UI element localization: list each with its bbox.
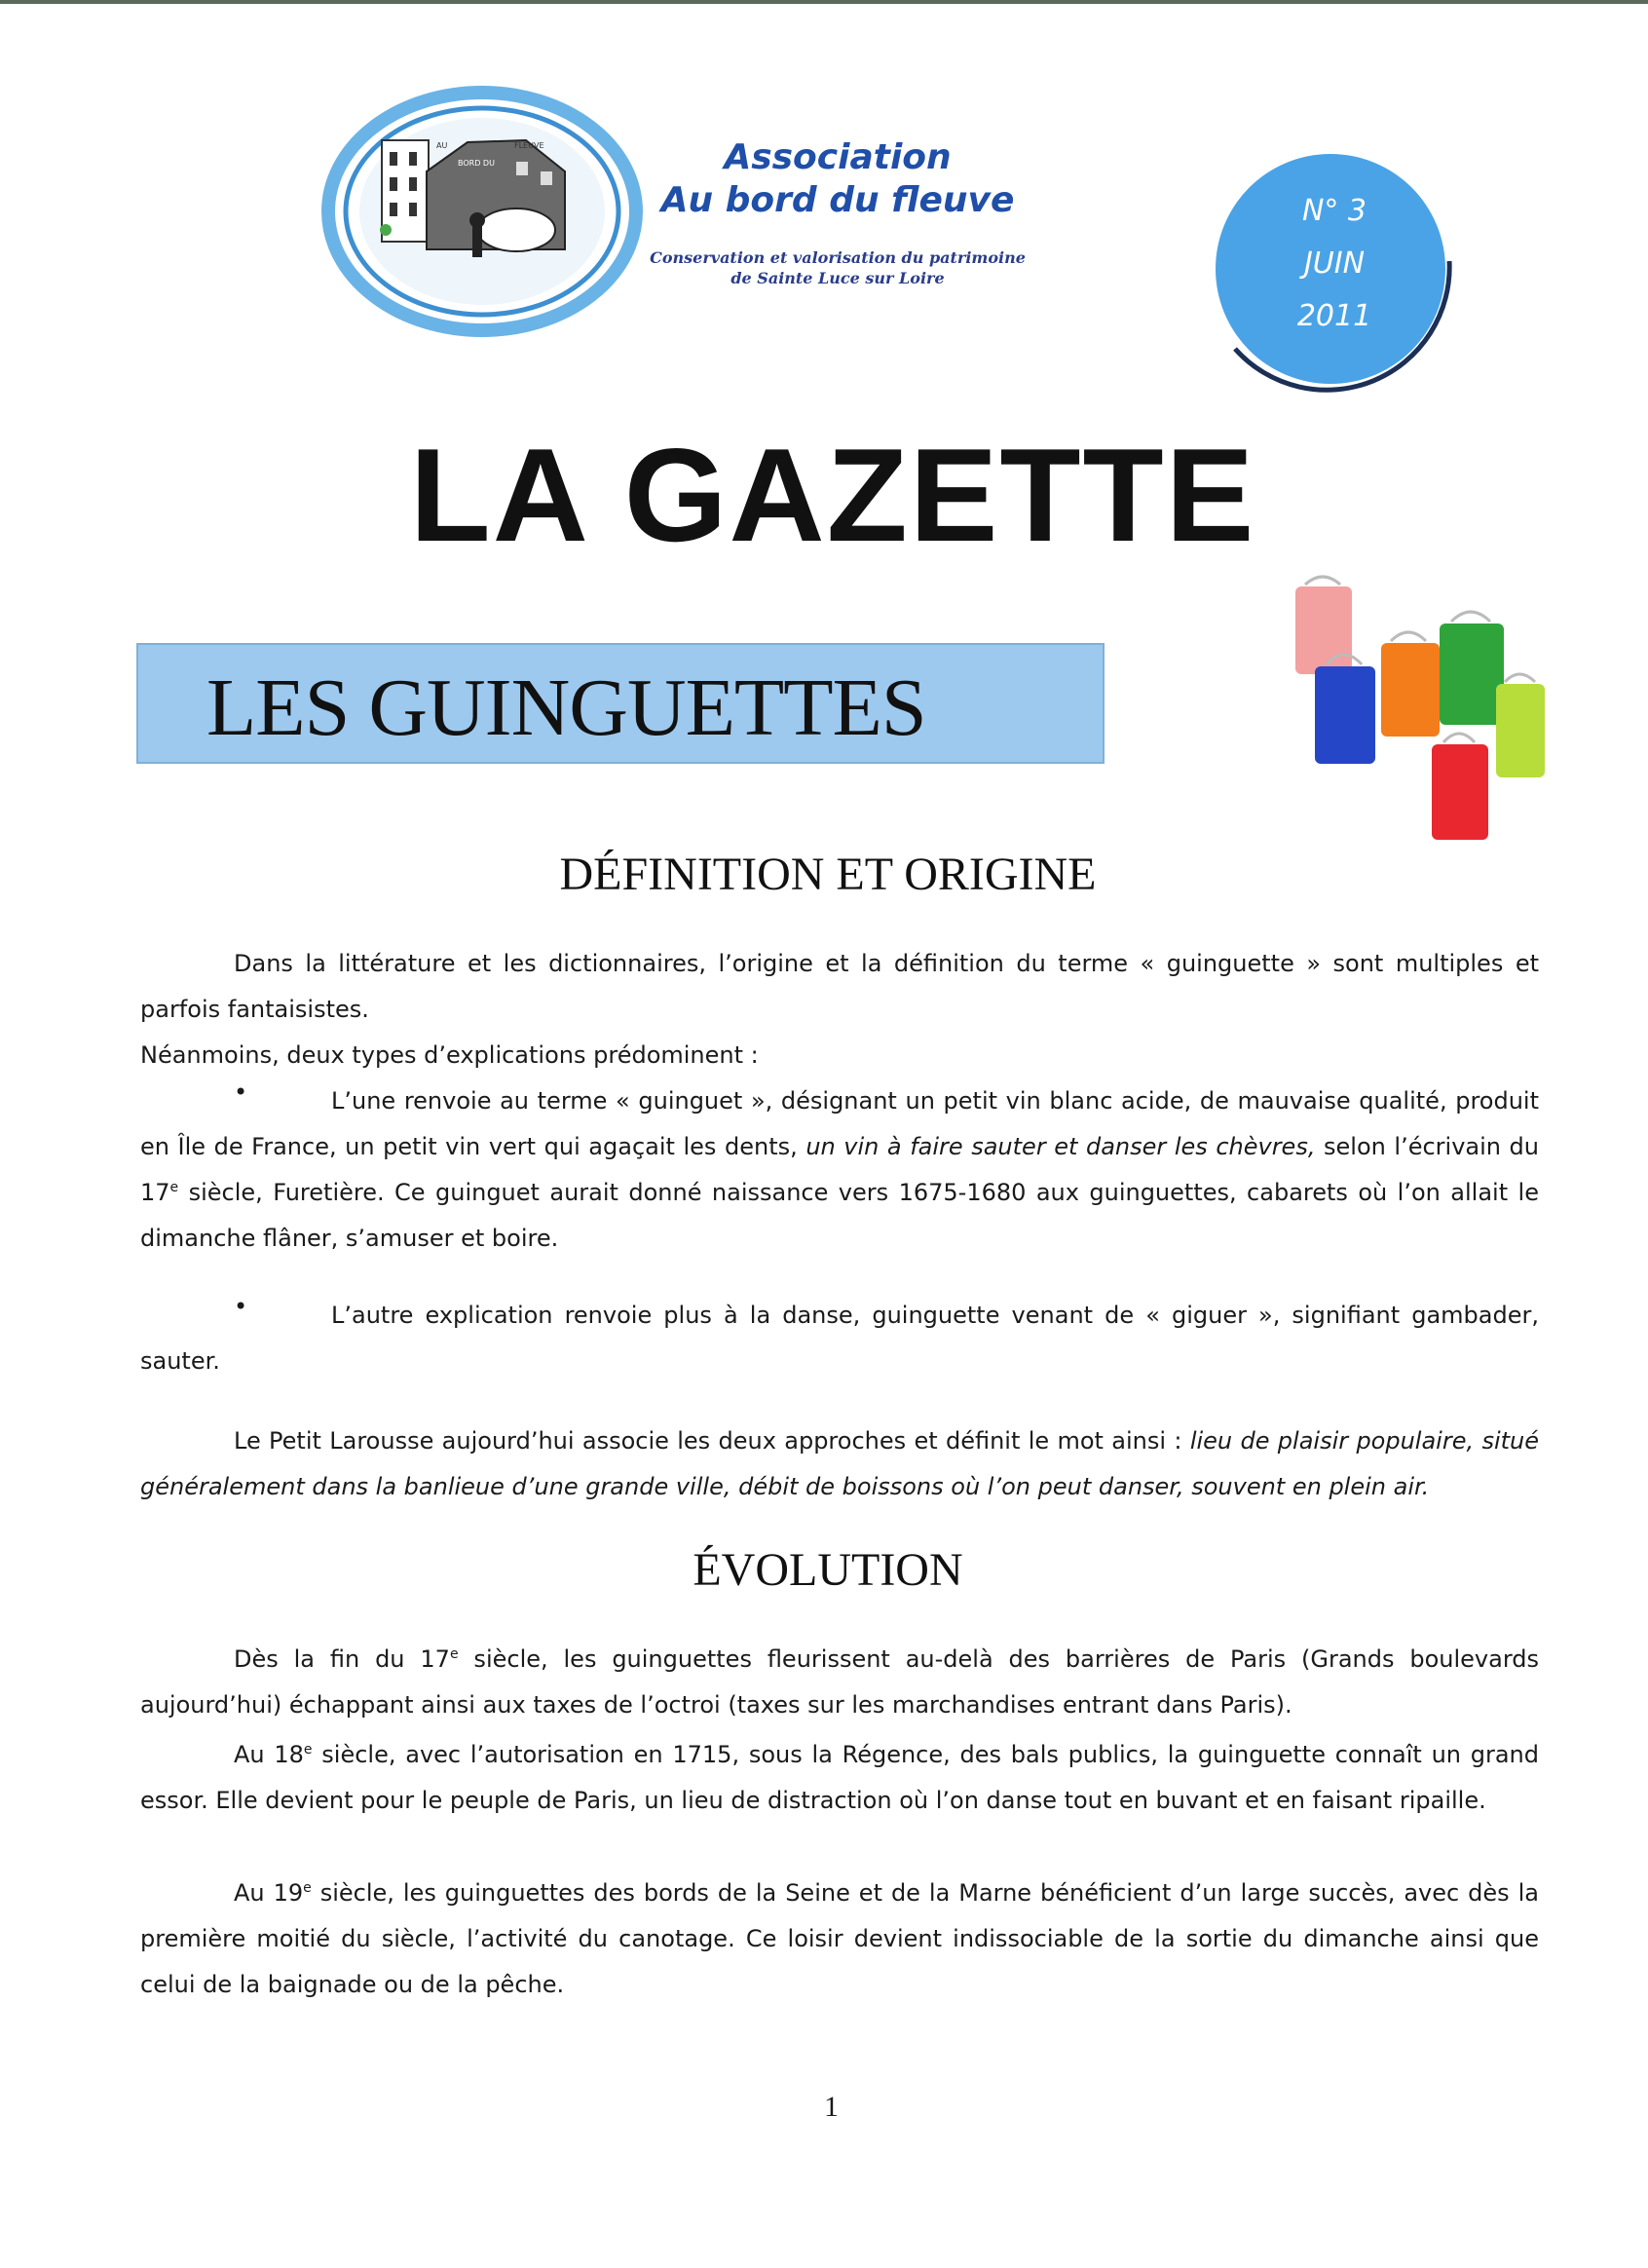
lantern-yellow-green <box>1496 674 1545 777</box>
evolution-heading: ÉVOLUTION <box>693 1544 963 1596</box>
bullet-dot-2: • <box>234 1293 248 1320</box>
association-name-line2: Au bord du fleuve <box>660 180 1015 220</box>
evo-p1-b: siècle, les guinguettes fleurissent au-delà des barrières de Paris (Grands boulevards aujourd’hui) échappant ainsi aux taxes de l’octroi (taxes sur les marchandises entrant dans Paris). <box>140 1645 1540 1719</box>
bullet1-text-c: siècle, Furetière. Ce guinguet aurait donné naissance vers 1675-1680 aux guinguettes, cabarets où l’on allait le dimanche flâner, s’amuser et boire. <box>140 1179 1539 1252</box>
gazette-title: LA GAZETTE <box>409 421 1256 569</box>
definition-paragraph-3 <box>140 1418 1539 1510</box>
evolution-paragraph-2 <box>140 1732 1539 1824</box>
bullet1-text-b: selon l’écrivain du 17 <box>140 1133 1540 1206</box>
lantern-orange <box>1381 632 1440 737</box>
page-top-border <box>0 0 1648 4</box>
definition-heading: DÉFINITION ET ORIGINE <box>559 849 1097 900</box>
evo-p1-a: Dès la fin du 17 <box>234 1645 450 1673</box>
evo-p3-b: siècle, les guinguettes des bords de la Seine et de la Marne bénéficient d’un large succès, avec dès la première moitié du siècle, l’activité du canotage. Ce loisir devient indissociable de la sortie du dimanche ainsi que celui de la baignade ou de la pêche. <box>140 1879 1540 1998</box>
logo-figure <box>469 212 485 228</box>
issue-month: JUIN <box>1303 246 1366 281</box>
association-block <box>623 136 1052 288</box>
association-tagline-line1: Conservation et valorisation du patrimoine <box>650 248 1026 267</box>
logo-horse <box>477 208 555 251</box>
bullet-dot-1: • <box>234 1078 248 1106</box>
logo-text-bord: BORD DU <box>458 159 495 168</box>
issue-number: N° 3 <box>1301 194 1367 228</box>
evo-p1-sup: e <box>449 1646 459 1662</box>
section-banner <box>136 643 1105 764</box>
section-banner-title: LES GUINGUETTES <box>206 662 926 753</box>
bullet1-sup: e <box>169 1180 179 1195</box>
logo-text-fleuve: FLEUVE <box>514 141 544 150</box>
evo-p2-b: siècle, avec l’autorisation en 1715, sous la Régence, des bals publics, la guinguette connaît un grand essor. Elle devient pour le peuple de Paris, un lieu de distraction où l’on danse tout en buvant et en faisant ripaille. <box>140 1741 1540 1814</box>
p3-text-italic: lieu de plaisir populaire, situé généralement dans la banlieue d’une grande ville, débit de boissons où l’on peut danser, souvent en plein air. <box>140 1427 1539 1500</box>
page-number: 1 <box>824 2091 839 2123</box>
evo-p3-a: Au 19 <box>234 1879 304 1907</box>
p3-text-a: Le Petit Larousse aujourd’hui associe les deux approches et définit le mot ainsi : <box>234 1427 1190 1455</box>
lantern-green <box>1440 612 1504 725</box>
logo-text-au: AU <box>436 141 448 150</box>
issue-year: 2011 <box>1296 299 1372 333</box>
evolution-paragraph-1 <box>140 1637 1539 1728</box>
bullet2-text: L’autre explication renvoie plus à la danse, guinguette venant de « giguer », signifiant gambader, sauter. <box>140 1302 1539 1375</box>
association-tagline-line2: de Sainte Luce sur Loire <box>730 269 945 287</box>
paper-lanterns-illustration <box>1266 575 1558 857</box>
lantern-red <box>1432 734 1488 840</box>
bullet1-text-a: L’une renvoie au terme « guinguet », désignant un petit vin blanc acide, de mauvaise qualité, produit en Île de France, un petit vin vert qui agaçait les dents, <box>140 1087 1539 1160</box>
lantern-pink <box>1295 577 1352 674</box>
evo-p3-sup: e <box>303 1880 312 1896</box>
evolution-paragraph-3 <box>140 1871 1539 2008</box>
evo-p2-a: Au 18 <box>234 1741 304 1768</box>
issue-text <box>1217 185 1451 343</box>
association-name-line1: Association <box>724 137 952 177</box>
bullet1-text-italic: un vin à faire sauter et danser les chèvres, <box>805 1133 1316 1160</box>
definition-paragraph-2: Néanmoins, deux types d’explications prédominent : <box>140 1041 759 1069</box>
lantern-blue <box>1315 655 1375 764</box>
evo-p2-sup: e <box>303 1742 313 1758</box>
association-logo <box>321 84 643 339</box>
definition-bullet-2 <box>140 1293 1539 1384</box>
definition-bullet-1 <box>140 1078 1539 1262</box>
definition-paragraph-1: Dans la littérature et les dictionnaires, l’origine et la définition du terme « guinguette » sont multiples et parfois fantaisistes. <box>140 950 1539 1023</box>
